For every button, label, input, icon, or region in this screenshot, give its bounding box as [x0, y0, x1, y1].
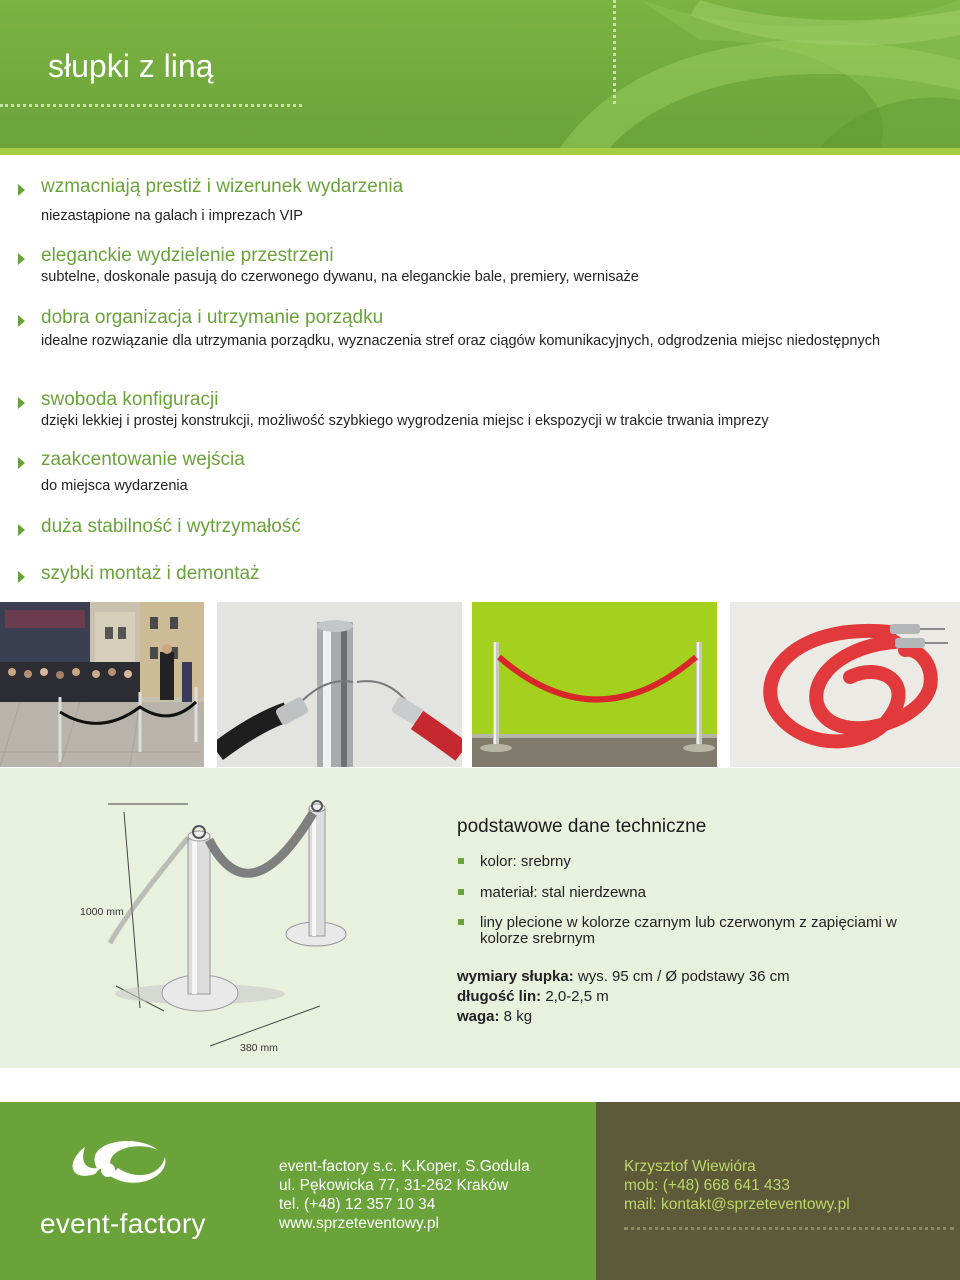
feature-title: swoboda konfiguracji: [41, 389, 219, 410]
logo-text: event-factory: [40, 1208, 206, 1239]
contact-panel: [596, 1102, 960, 1280]
rope-length-value: 2,0-2,5 m: [541, 988, 609, 1005]
bullet-square-icon: [458, 889, 464, 895]
arrow-right-icon: [18, 457, 25, 469]
height-dimension-label: 1000 mm: [80, 906, 124, 918]
company-info: [279, 1157, 530, 1233]
contact-info: [624, 1157, 850, 1214]
header-accent-strip: [0, 148, 960, 155]
feature-title: wzmacniają prestiż i wizerunek wydarzenia: [41, 176, 404, 197]
coiled-rope-photo: [730, 602, 960, 767]
feature-title: duża stabilność i wytrzymałość: [41, 516, 301, 537]
spec-text: kolor: srebrny: [480, 853, 571, 870]
event-photo: [0, 602, 204, 767]
contact-mobile: mob: (+48) 668 641 433: [624, 1177, 790, 1194]
post-closeup-photo: [217, 602, 462, 767]
event-factory-logo-icon: [40, 1132, 170, 1202]
red-rope-photo: [472, 602, 717, 767]
page-title: słupki z liną: [48, 48, 214, 84]
spec-text: materiał: stal nierdzewna: [480, 884, 646, 901]
header-banner: [0, 0, 960, 148]
arrow-right-icon: [18, 184, 25, 196]
company-address: ul. Pękowicka 77, 31-262 Kraków: [279, 1177, 509, 1194]
feature-description: idealne rozwiązanie dla utrzymania porządku, wyznaczenia stref oraz ciągów komunikacyjnych, odgrodzenia miejsc niedostępnych: [41, 333, 881, 349]
bullet-square-icon: [458, 858, 464, 864]
spec-text: liny plecione w kolorze czarnym lub czerwonym z zapięciami w kolorze srebrnym: [480, 914, 897, 947]
technical-section: [0, 768, 960, 1068]
arrow-right-icon: [18, 524, 25, 536]
feature-title: szybki montaż i demontaż: [41, 563, 260, 584]
weight-label: waga:: [457, 1008, 500, 1025]
arrow-right-icon: [18, 571, 25, 583]
footer: [0, 1102, 960, 1280]
company-website-link[interactable]: www.sprzeteventowy.pl: [279, 1215, 439, 1232]
tech-section-title: podstawowe dane techniczne: [457, 816, 707, 837]
header-vertical-dotted-line: [613, 0, 616, 104]
bullet-square-icon: [458, 919, 464, 925]
arrow-right-icon: [18, 315, 25, 327]
post-dimensions-row: [457, 967, 790, 987]
rope-length-row: [457, 987, 790, 1007]
feature-title: zaakcentowanie wejścia: [41, 449, 245, 470]
weight-value: 8 kg: [499, 1008, 533, 1025]
arrow-right-icon: [18, 397, 25, 409]
header-dotted-line: [0, 104, 302, 107]
dimensions-block: [457, 967, 790, 1027]
company-name: event-factory s.c. K.Koper, S.Godula: [279, 1158, 530, 1175]
post-dimensions-value: wys. 95 cm / Ø podstawy 36 cm: [573, 968, 790, 985]
feature-title: eleganckie wydzielenie przestrzeni: [41, 245, 334, 266]
contact-email-link[interactable]: mail: kontakt@sprzeteventowy.pl: [624, 1196, 850, 1213]
feature-description: do miejsca wydarzenia: [41, 478, 188, 494]
company-phone: tel. (+48) 12 357 10 34: [279, 1196, 436, 1213]
post-dimension-diagram: [0, 768, 440, 1068]
contact-dotted-line: [624, 1227, 954, 1230]
feature-description: subtelne, doskonale pasują do czerwonego dywanu, na eleganckie bale, premiery, wernisaże: [41, 269, 639, 285]
weight-row: [457, 1007, 790, 1027]
feature-title: dobra organizacja i utrzymanie porządku: [41, 307, 384, 328]
post-dimensions-label: wymiary słupka:: [457, 968, 574, 985]
arrow-right-icon: [18, 253, 25, 265]
contact-person-name: Krzysztof Wiewióra: [624, 1158, 756, 1175]
photo-strip: [0, 602, 960, 767]
base-dimension-label: 380 mm: [240, 1042, 278, 1054]
rope-length-label: długość lin:: [457, 988, 542, 1005]
feature-description: dzięki lekkiej i prostej konstrukcji, możliwość szybkiego wygrodzenia miejsc i ekspozycji w trakcie trwania imprezy: [41, 413, 769, 429]
feature-description: niezastąpione na galach i imprezach VIP: [41, 208, 303, 224]
